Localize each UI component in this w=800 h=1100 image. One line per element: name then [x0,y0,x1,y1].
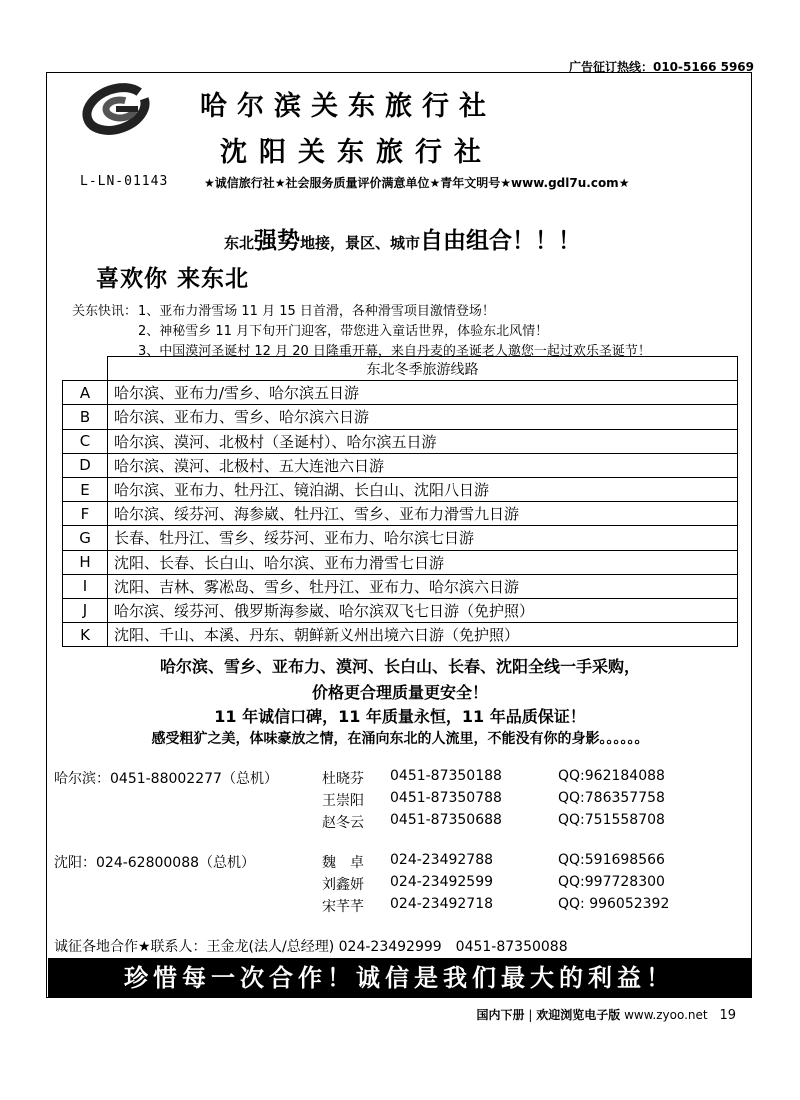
contact-qq: QQ:786357758 [558,790,665,806]
page-footer [477,1006,736,1023]
route-desc: 沈阳、千山、本溪、丹东、朝鲜新义州出境六日游（免护照） [108,623,738,647]
page-number: 19 [719,1008,736,1023]
partner-contact: 诚征各地合作★联系人：王金龙(法人/总经理) 024-23492999 0451-87350088 [54,939,568,955]
contact-phone: 024-23492718 [390,896,494,912]
route-code: D [63,453,108,477]
promo-line-2: 价格更合理质量更安全！ [311,683,488,702]
route-desc: 哈尔滨、亚布力、牡丹江、镜泊湖、长白山、沈阳八日游 [108,477,738,501]
ad-hotline: 广告征订热线：010-5166 5969 [568,60,754,74]
news-item: 2、神秘雪乡 11 月下旬开门迎客，带您进入童话世界，体验东北风情！ [138,324,549,339]
news-item: 1、亚布力滑雪场 11 月 15 日首滑，各种滑雪项目激情登场！ [138,304,495,319]
route-desc: 沈阳、长春、长白山、哈尔滨、亚布力滑雪七日游 [108,550,738,574]
promo-line-4: 感受粗犷之美，体味豪放之情，在涌向东北的人流里，不能没有你的身影。。。。。。 [151,731,649,747]
route-code: E [63,477,108,501]
news-item: 3、中国漠河圣诞村 12 月 20 日隆重开幕，来自丹麦的圣诞老人邀您一起过欢乐圣诞节！ [138,344,651,359]
welcome-heading: 喜欢你 来东北 [96,266,250,292]
routes-header: 东北冬季旅游线路 [108,357,738,381]
news-label: 关东快讯： [72,304,138,319]
slogan [224,222,581,255]
slogan-part-e: ！！！ [512,228,582,254]
company-name-harbin: 哈尔滨关东旅行社 [200,91,496,122]
contact-qq: QQ:997728300 [558,874,665,890]
promo-line-1: 哈尔滨、雪乡、亚布力、漠河、长白山、长春、沈阳全线一手采购， [159,657,640,676]
contact-name: 王崇阳 [322,793,364,809]
table-row [63,574,738,598]
company-honors: ★诚信旅行社★社会服务质量评价满意单位★青年文明号★www.gdl7u.com★ [204,176,630,190]
contact-qq: QQ:962184088 [558,768,665,784]
contact-phone: 024-23492599 [390,874,494,890]
routes-header-row [63,357,738,381]
routes-table [62,356,738,647]
shenyang-main-line: 沈阳：024-62800088（总机） [54,855,256,871]
footer-section: 国内下册 [476,1008,525,1022]
company-name-shenyang: 沈阳关东旅行社 [220,137,493,168]
footer-browse: 欢迎浏览电子版 [536,1008,621,1022]
contact-qq: QQ:751558708 [558,812,665,828]
route-desc: 哈尔滨、漠河、北极村、五大连池六日游 [108,453,738,477]
route-code: C [63,429,108,453]
route-code: I [63,574,108,598]
contact-phone: 0451-87350788 [390,790,502,806]
table-row [63,429,738,453]
contact-qq: QQ:591698566 [558,852,665,868]
route-desc: 哈尔滨、亚布力、雪乡、哈尔滨六日游 [108,405,738,429]
footer-site-link[interactable]: www.zyoo.net [624,1008,708,1022]
table-row [63,405,738,429]
slogan-part-c: 地接，景区、城市 [300,234,421,252]
contact-phone: 0451-87350188 [390,768,502,784]
table-row [63,598,738,622]
slogan-part-a: 东北 [224,234,255,252]
table-row [63,526,738,550]
table-row [63,453,738,477]
table-row [63,623,738,647]
route-desc: 哈尔滨、亚布力/雪乡、哈尔滨五日游 [108,381,738,405]
route-desc: 哈尔滨、绥芬河、海参崴、牡丹江、雪乡、亚布力滑雪九日游 [108,502,738,526]
route-code: A [63,381,108,405]
contact-phone: 0451-87350688 [390,812,502,828]
contact-name: 魏 卓 [322,855,364,871]
route-code: H [63,550,108,574]
table-row [63,477,738,501]
route-desc: 沈阳、吉林、雾凇岛、雪乡、牡丹江、亚布力、哈尔滨六日游 [108,574,738,598]
table-row [63,381,738,405]
company-logo-icon [76,82,156,136]
route-code: G [63,526,108,550]
contact-phone: 024-23492788 [390,852,494,868]
contact-name: 杜晓芬 [322,771,364,787]
contact-name: 赵冬云 [322,815,364,831]
license-number: L-LN-01143 [80,174,169,189]
slogan-part-b: 强势 [254,228,301,254]
table-row [63,502,738,526]
harbin-main-line: 哈尔滨：0451-88002277（总机） [54,771,278,787]
route-code: J [63,598,108,622]
route-desc: 哈尔滨、漠河、北极村（圣诞村）、哈尔滨五日游 [108,429,738,453]
footer-separator: | [528,1008,533,1022]
slogan-part-d: 自由组合 [420,228,513,254]
contact-qq: QQ: 996052392 [558,896,670,912]
closing-banner: 珍惜每一次合作！诚信是我们最大的利益！ [48,958,751,997]
routes-header-blank [63,357,108,381]
route-desc: 长春、牡丹江、雪乡、绥芬河、亚布力、哈尔滨七日游 [108,526,738,550]
route-code: B [63,405,108,429]
route-code: K [63,623,108,647]
route-code: F [63,502,108,526]
promo-line-3: 11 年诚信口碑，11 年质量永恒，11 年品质保证！ [214,707,586,726]
contact-name: 刘鑫妍 [322,877,364,893]
contact-name: 宋芊芊 [322,899,364,915]
route-desc: 哈尔滨、绥芬河、俄罗斯海参崴、哈尔滨双飞七日游（免护照） [108,598,738,622]
table-row [63,550,738,574]
